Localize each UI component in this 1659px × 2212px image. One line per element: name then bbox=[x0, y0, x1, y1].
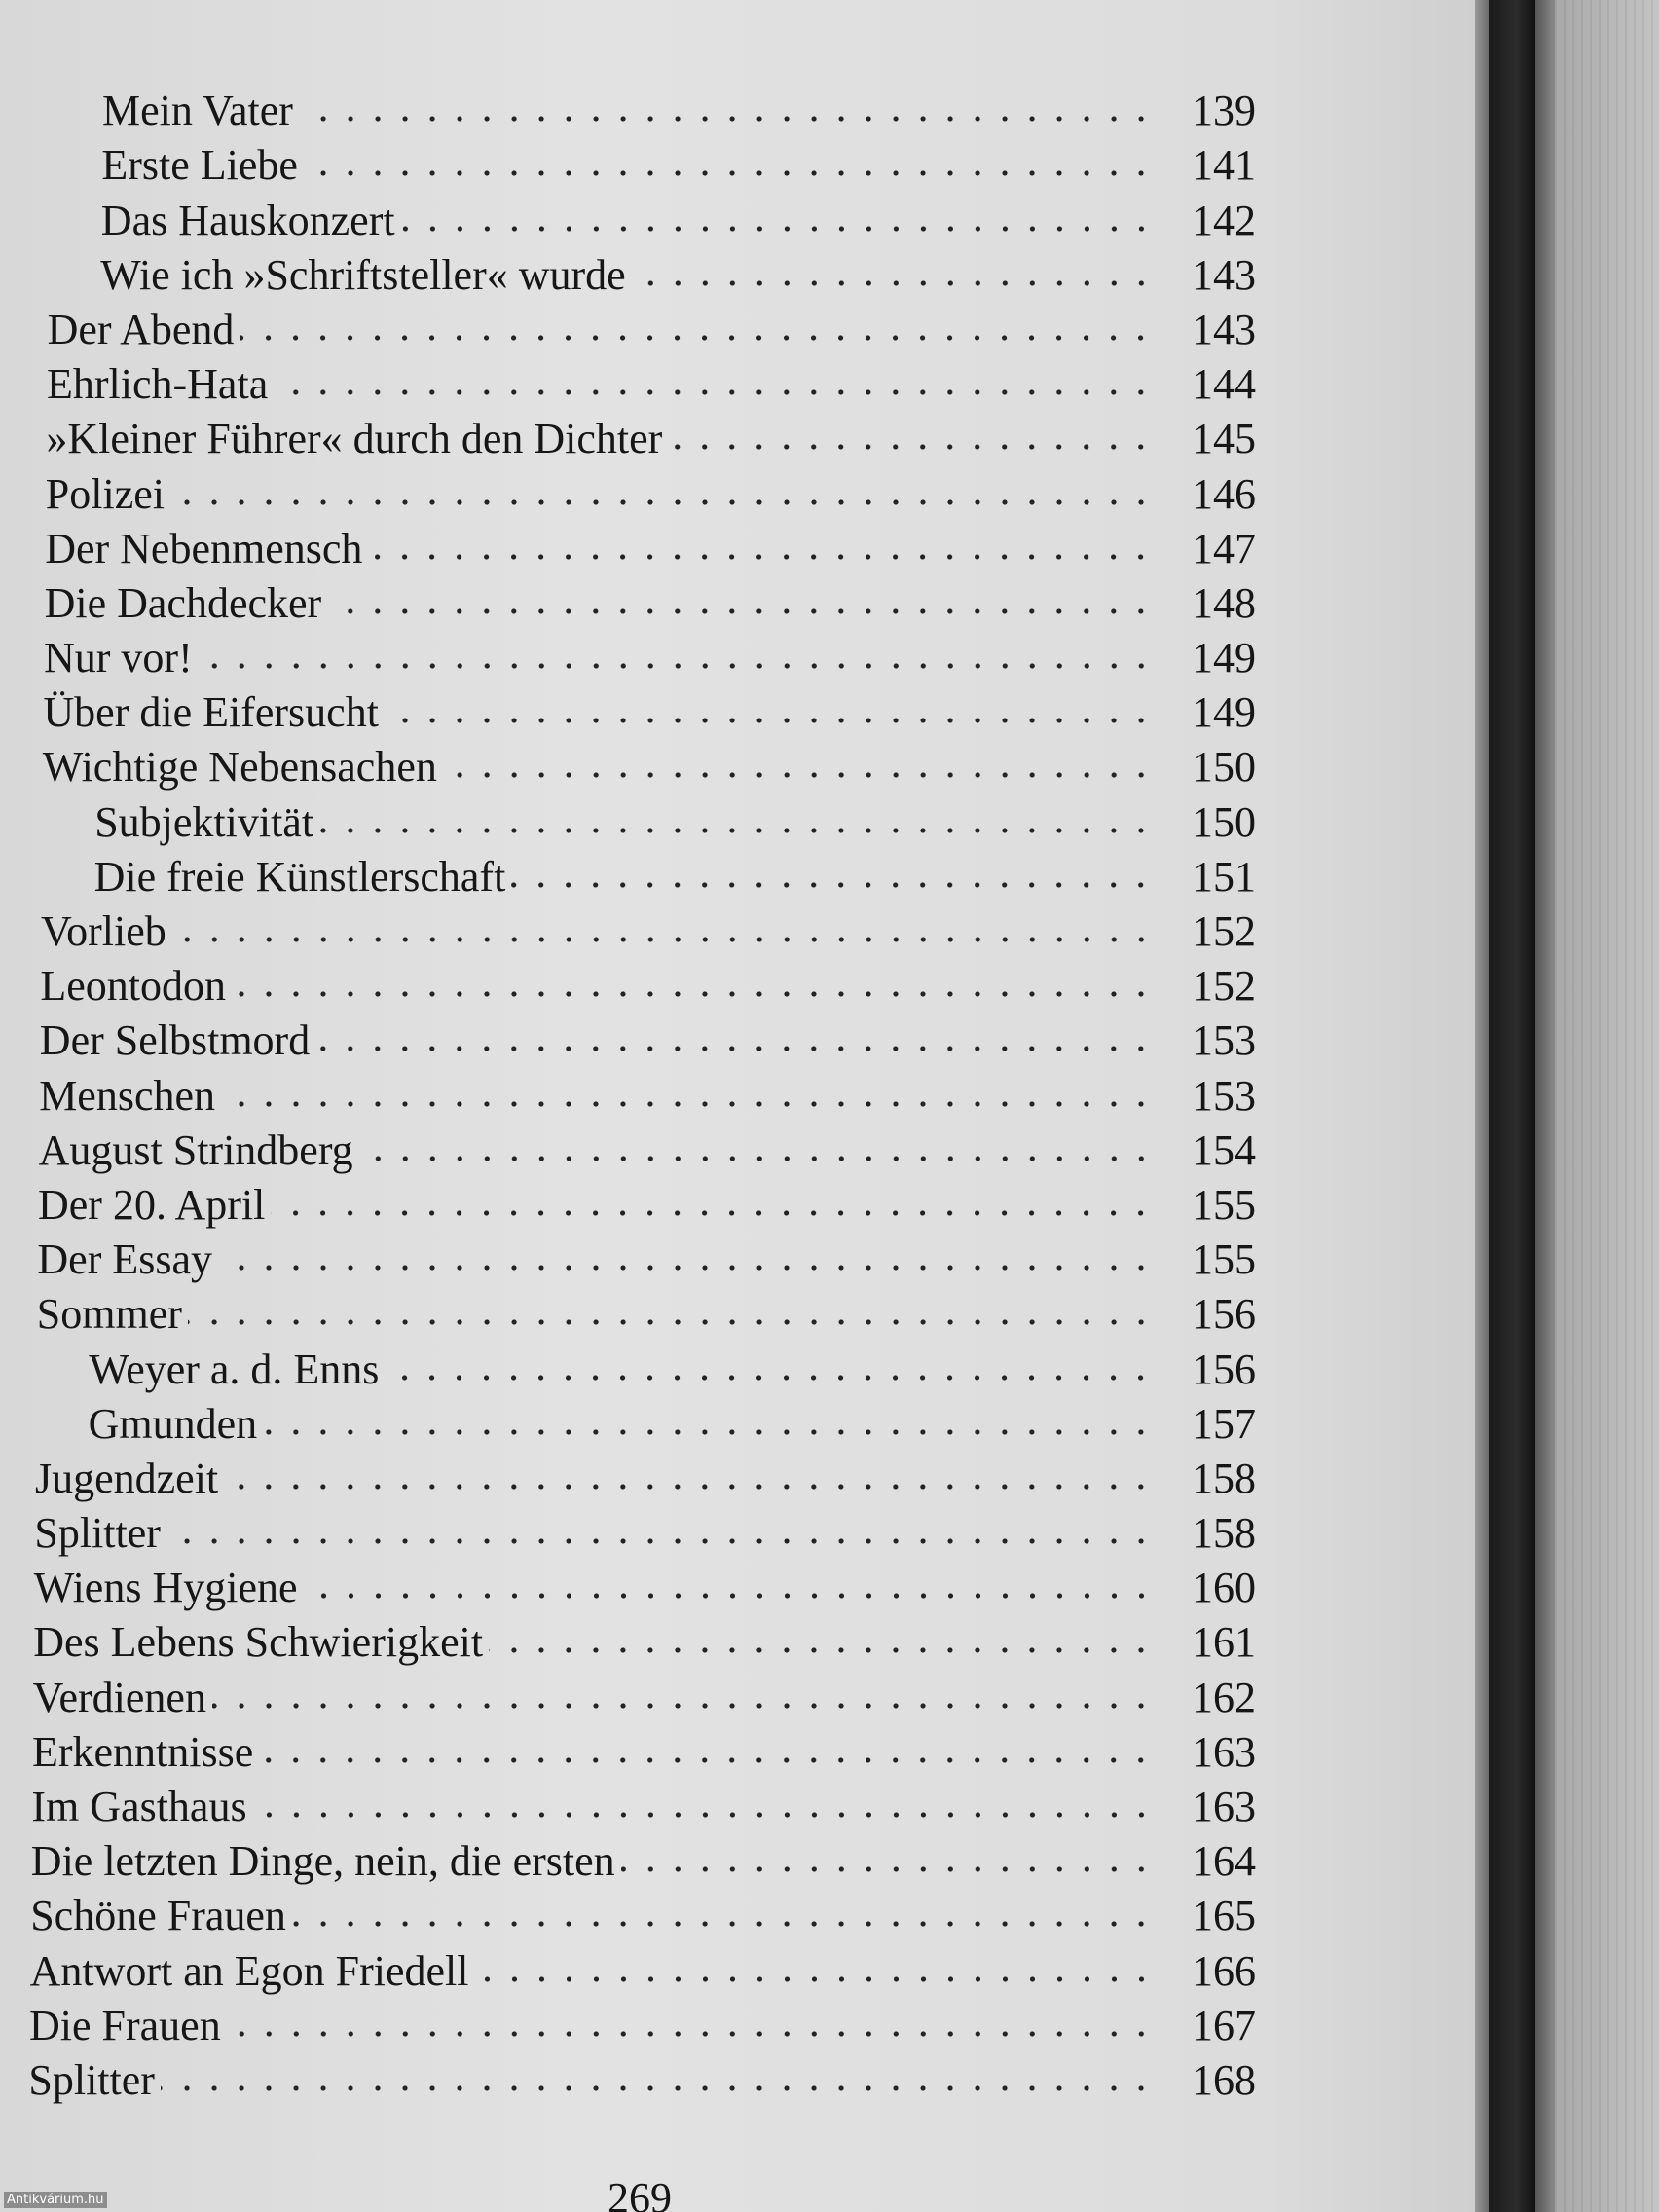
toc-entry-page: 153 bbox=[1192, 1016, 1256, 1065]
dot-leader bbox=[221, 1071, 1157, 1114]
toc-entry bbox=[0, 789, 1256, 846]
toc-entry bbox=[0, 1719, 1256, 1774]
toc-entry-page: 154 bbox=[1192, 1125, 1256, 1174]
dot-leader bbox=[188, 1289, 1157, 1332]
toc-entry bbox=[0, 680, 1256, 737]
toc-entry-title: Die Frauen bbox=[29, 2001, 221, 2049]
dot-leader bbox=[385, 1345, 1157, 1387]
toc-entry-page: 143 bbox=[1192, 250, 1256, 299]
toc-entry-page: 158 bbox=[1192, 1509, 1256, 1558]
dot-leader bbox=[274, 359, 1157, 402]
toc-entry-page: 152 bbox=[1192, 962, 1256, 1011]
dot-leader bbox=[263, 1399, 1157, 1442]
toc-entry-title: Die letzten Dinge, nein, die ersten bbox=[30, 1837, 615, 1886]
toc-entry-title: Leontodon bbox=[40, 962, 227, 1011]
toc-entry-page: 142 bbox=[1192, 196, 1256, 244]
dot-leader bbox=[227, 2001, 1157, 2044]
toc-entry bbox=[0, 461, 1256, 518]
toc-entry bbox=[0, 734, 1256, 792]
toc-entry-title: Erste Liebe bbox=[101, 141, 298, 190]
toc-entry bbox=[0, 78, 1256, 135]
toc-entry-title: Splitter bbox=[34, 1509, 161, 1558]
toc-entry-page: 141 bbox=[1192, 141, 1256, 190]
toc-entry-page: 156 bbox=[1192, 1290, 1256, 1339]
dot-leader bbox=[166, 1508, 1157, 1551]
dot-leader bbox=[271, 1180, 1157, 1223]
dot-leader bbox=[259, 1727, 1157, 1770]
table-of-contents bbox=[0, 78, 1256, 2102]
toc-entry bbox=[0, 2047, 1256, 2102]
dot-leader bbox=[292, 1891, 1157, 1934]
dot-leader bbox=[172, 906, 1157, 949]
wood-surface bbox=[1555, 0, 1659, 2212]
toc-entry-title: Subjektivität bbox=[94, 797, 314, 846]
toc-entry-title: Vorlieb bbox=[41, 907, 166, 955]
dot-leader bbox=[443, 742, 1157, 785]
toc-entry-title: Sommer bbox=[36, 1290, 182, 1339]
toc-entry-page: 160 bbox=[1192, 1564, 1256, 1612]
toc-entry-page: 144 bbox=[1192, 360, 1256, 409]
dot-leader bbox=[511, 852, 1157, 895]
toc-entry-title: Splitter bbox=[28, 2055, 155, 2104]
toc-entry-title: Der 20. April bbox=[38, 1180, 266, 1229]
dot-leader bbox=[232, 961, 1157, 1004]
dot-leader bbox=[319, 797, 1157, 840]
dot-leader bbox=[299, 86, 1157, 129]
toc-entry-title: Der Nebenmensch bbox=[45, 524, 363, 572]
toc-entry bbox=[0, 1828, 1256, 1886]
toc-entry bbox=[0, 1774, 1256, 1828]
toc-entry-page: 145 bbox=[1192, 415, 1256, 463]
toc-entry-title: »Kleiner Führer« durch den Dichter bbox=[46, 415, 663, 463]
toc-entry-title: Polizei bbox=[45, 469, 165, 518]
toc-entry-page: 162 bbox=[1192, 1673, 1256, 1721]
gutter-shadow bbox=[1475, 0, 1489, 2212]
toc-entry bbox=[0, 187, 1256, 244]
toc-entry bbox=[0, 242, 1256, 297]
toc-entry bbox=[0, 953, 1256, 1011]
dot-leader bbox=[304, 1563, 1158, 1605]
toc-entry-page: 149 bbox=[1192, 634, 1256, 682]
toc-entry-title: Der Selbstmord bbox=[39, 1016, 311, 1065]
toc-entry bbox=[0, 406, 1256, 461]
toc-entry bbox=[0, 351, 1256, 409]
toc-entry-title: Des Lebens Schwierigkeit bbox=[33, 1618, 484, 1667]
dot-leader bbox=[218, 1235, 1157, 1277]
toc-entry-page: 148 bbox=[1192, 578, 1256, 627]
toc-entry-title: Antwort an Egon Friedell bbox=[29, 1946, 469, 1995]
toc-entry bbox=[0, 844, 1256, 899]
toc-entry-page: 150 bbox=[1192, 797, 1256, 846]
book-cover-rim bbox=[1535, 0, 1555, 2212]
dot-leader bbox=[170, 469, 1157, 512]
toc-entry bbox=[0, 1391, 1256, 1446]
toc-entry-page: 147 bbox=[1192, 524, 1256, 572]
toc-entry-title: Der Abend bbox=[47, 305, 235, 353]
toc-entry bbox=[0, 1883, 1256, 1940]
toc-entry-page: 164 bbox=[1192, 1837, 1256, 1886]
toc-entry bbox=[0, 1446, 1256, 1500]
toc-entry bbox=[0, 1555, 1256, 1612]
toc-entry-title: Wiens Hygiene bbox=[33, 1564, 298, 1612]
dot-leader bbox=[304, 140, 1157, 183]
toc-entry-page: 161 bbox=[1192, 1618, 1256, 1667]
dot-leader bbox=[385, 687, 1157, 730]
toc-entry bbox=[0, 1336, 1256, 1393]
toc-entry-page: 155 bbox=[1192, 1235, 1256, 1284]
dot-leader bbox=[632, 250, 1157, 293]
toc-entry bbox=[0, 625, 1256, 680]
toc-entry-title: Verdienen bbox=[32, 1673, 206, 1721]
toc-entry-title: Weyer a. d. Enns bbox=[89, 1345, 380, 1393]
toc-entry-page: 143 bbox=[1192, 305, 1256, 353]
toc-entry-title: Menschen bbox=[39, 1071, 216, 1120]
toc-entry bbox=[0, 1172, 1256, 1227]
dot-leader bbox=[315, 1015, 1157, 1058]
toc-entry bbox=[0, 1118, 1256, 1172]
dot-leader bbox=[401, 196, 1157, 239]
toc-entry-page: 163 bbox=[1192, 1783, 1256, 1830]
toc-entry-page: 151 bbox=[1192, 852, 1256, 901]
toc-entry bbox=[0, 1664, 1256, 1721]
toc-entry bbox=[0, 899, 1256, 953]
toc-entry-page: 157 bbox=[1192, 1399, 1256, 1448]
toc-entry-title: Wie ich »Schriftsteller« wurde bbox=[100, 250, 626, 299]
dot-leader bbox=[475, 1946, 1157, 1989]
toc-entry-title: August Strindberg bbox=[38, 1125, 353, 1174]
dot-leader bbox=[368, 524, 1157, 567]
toc-entry-title: Im Gasthaus bbox=[31, 1783, 247, 1830]
dot-leader bbox=[621, 1836, 1157, 1879]
toc-entry bbox=[0, 132, 1256, 190]
toc-entry bbox=[0, 1062, 1256, 1120]
toc-entry-title: Nur vor! bbox=[44, 634, 193, 682]
dot-leader bbox=[161, 2055, 1157, 2098]
dot-leader bbox=[199, 633, 1157, 676]
toc-entry bbox=[0, 1993, 1256, 2047]
toc-entry-title: Gmunden bbox=[88, 1399, 258, 1448]
toc-entry-page: 166 bbox=[1192, 1946, 1256, 1995]
toc-entry-page: 155 bbox=[1192, 1180, 1256, 1229]
toc-entry-title: Das Hauskonzert bbox=[100, 196, 395, 244]
dot-leader bbox=[240, 305, 1157, 348]
toc-entry bbox=[0, 1281, 1256, 1339]
dot-leader bbox=[359, 1125, 1157, 1168]
toc-entry bbox=[0, 1937, 1256, 1995]
toc-entry bbox=[0, 1500, 1256, 1558]
toc-entry-page: 163 bbox=[1192, 1727, 1256, 1776]
toc-entry-title: Erkenntnisse bbox=[32, 1727, 254, 1776]
toc-entry-page: 168 bbox=[1192, 2055, 1256, 2104]
toc-entry-title: Die freie Künstlerschaft bbox=[93, 852, 506, 901]
toc-entry-page: 149 bbox=[1192, 688, 1256, 737]
dot-leader bbox=[668, 414, 1157, 457]
toc-entry-title: Schöne Frauen bbox=[30, 1892, 286, 1940]
toc-entry-page: 165 bbox=[1192, 1892, 1256, 1940]
toc-entry-page: 167 bbox=[1192, 2001, 1256, 2049]
toc-entry-page: 152 bbox=[1192, 907, 1256, 955]
dot-leader bbox=[489, 1617, 1157, 1660]
toc-entry bbox=[0, 516, 1256, 571]
toc-entry-title: Jugendzeit bbox=[35, 1454, 219, 1502]
toc-entry bbox=[0, 1008, 1256, 1065]
book-cover-edge bbox=[1489, 0, 1535, 2212]
toc-entry bbox=[0, 1227, 1256, 1284]
toc-entry-page: 153 bbox=[1192, 1071, 1256, 1120]
dot-leader bbox=[224, 1454, 1157, 1496]
toc-entry-title: Ehrlich-Hata bbox=[47, 360, 269, 409]
toc-entry-title: Wichtige Nebensachen bbox=[42, 743, 437, 792]
toc-entry bbox=[0, 571, 1256, 625]
toc-entry-title: Über die Eifersucht bbox=[43, 688, 379, 737]
toc-entry-title: Mein Vater bbox=[102, 87, 293, 135]
toc-entry bbox=[0, 1609, 1256, 1667]
toc-entry-title: Die Dachdecker bbox=[44, 578, 322, 627]
toc-entry bbox=[0, 297, 1256, 351]
dot-leader bbox=[212, 1673, 1157, 1715]
toc-entry-title: Der Essay bbox=[37, 1235, 212, 1284]
toc-entry-page: 139 bbox=[1192, 87, 1256, 135]
watermark-text: Antikvárium.hu bbox=[4, 2192, 107, 2208]
toc-entry-page: 146 bbox=[1192, 469, 1256, 518]
toc-entry-page: 150 bbox=[1192, 743, 1256, 792]
page-number: 269 bbox=[608, 2174, 672, 2212]
toc-entry-page: 158 bbox=[1192, 1454, 1256, 1502]
dot-leader bbox=[253, 1782, 1157, 1825]
toc-entry-page: 156 bbox=[1192, 1345, 1256, 1393]
dot-leader bbox=[327, 578, 1157, 621]
